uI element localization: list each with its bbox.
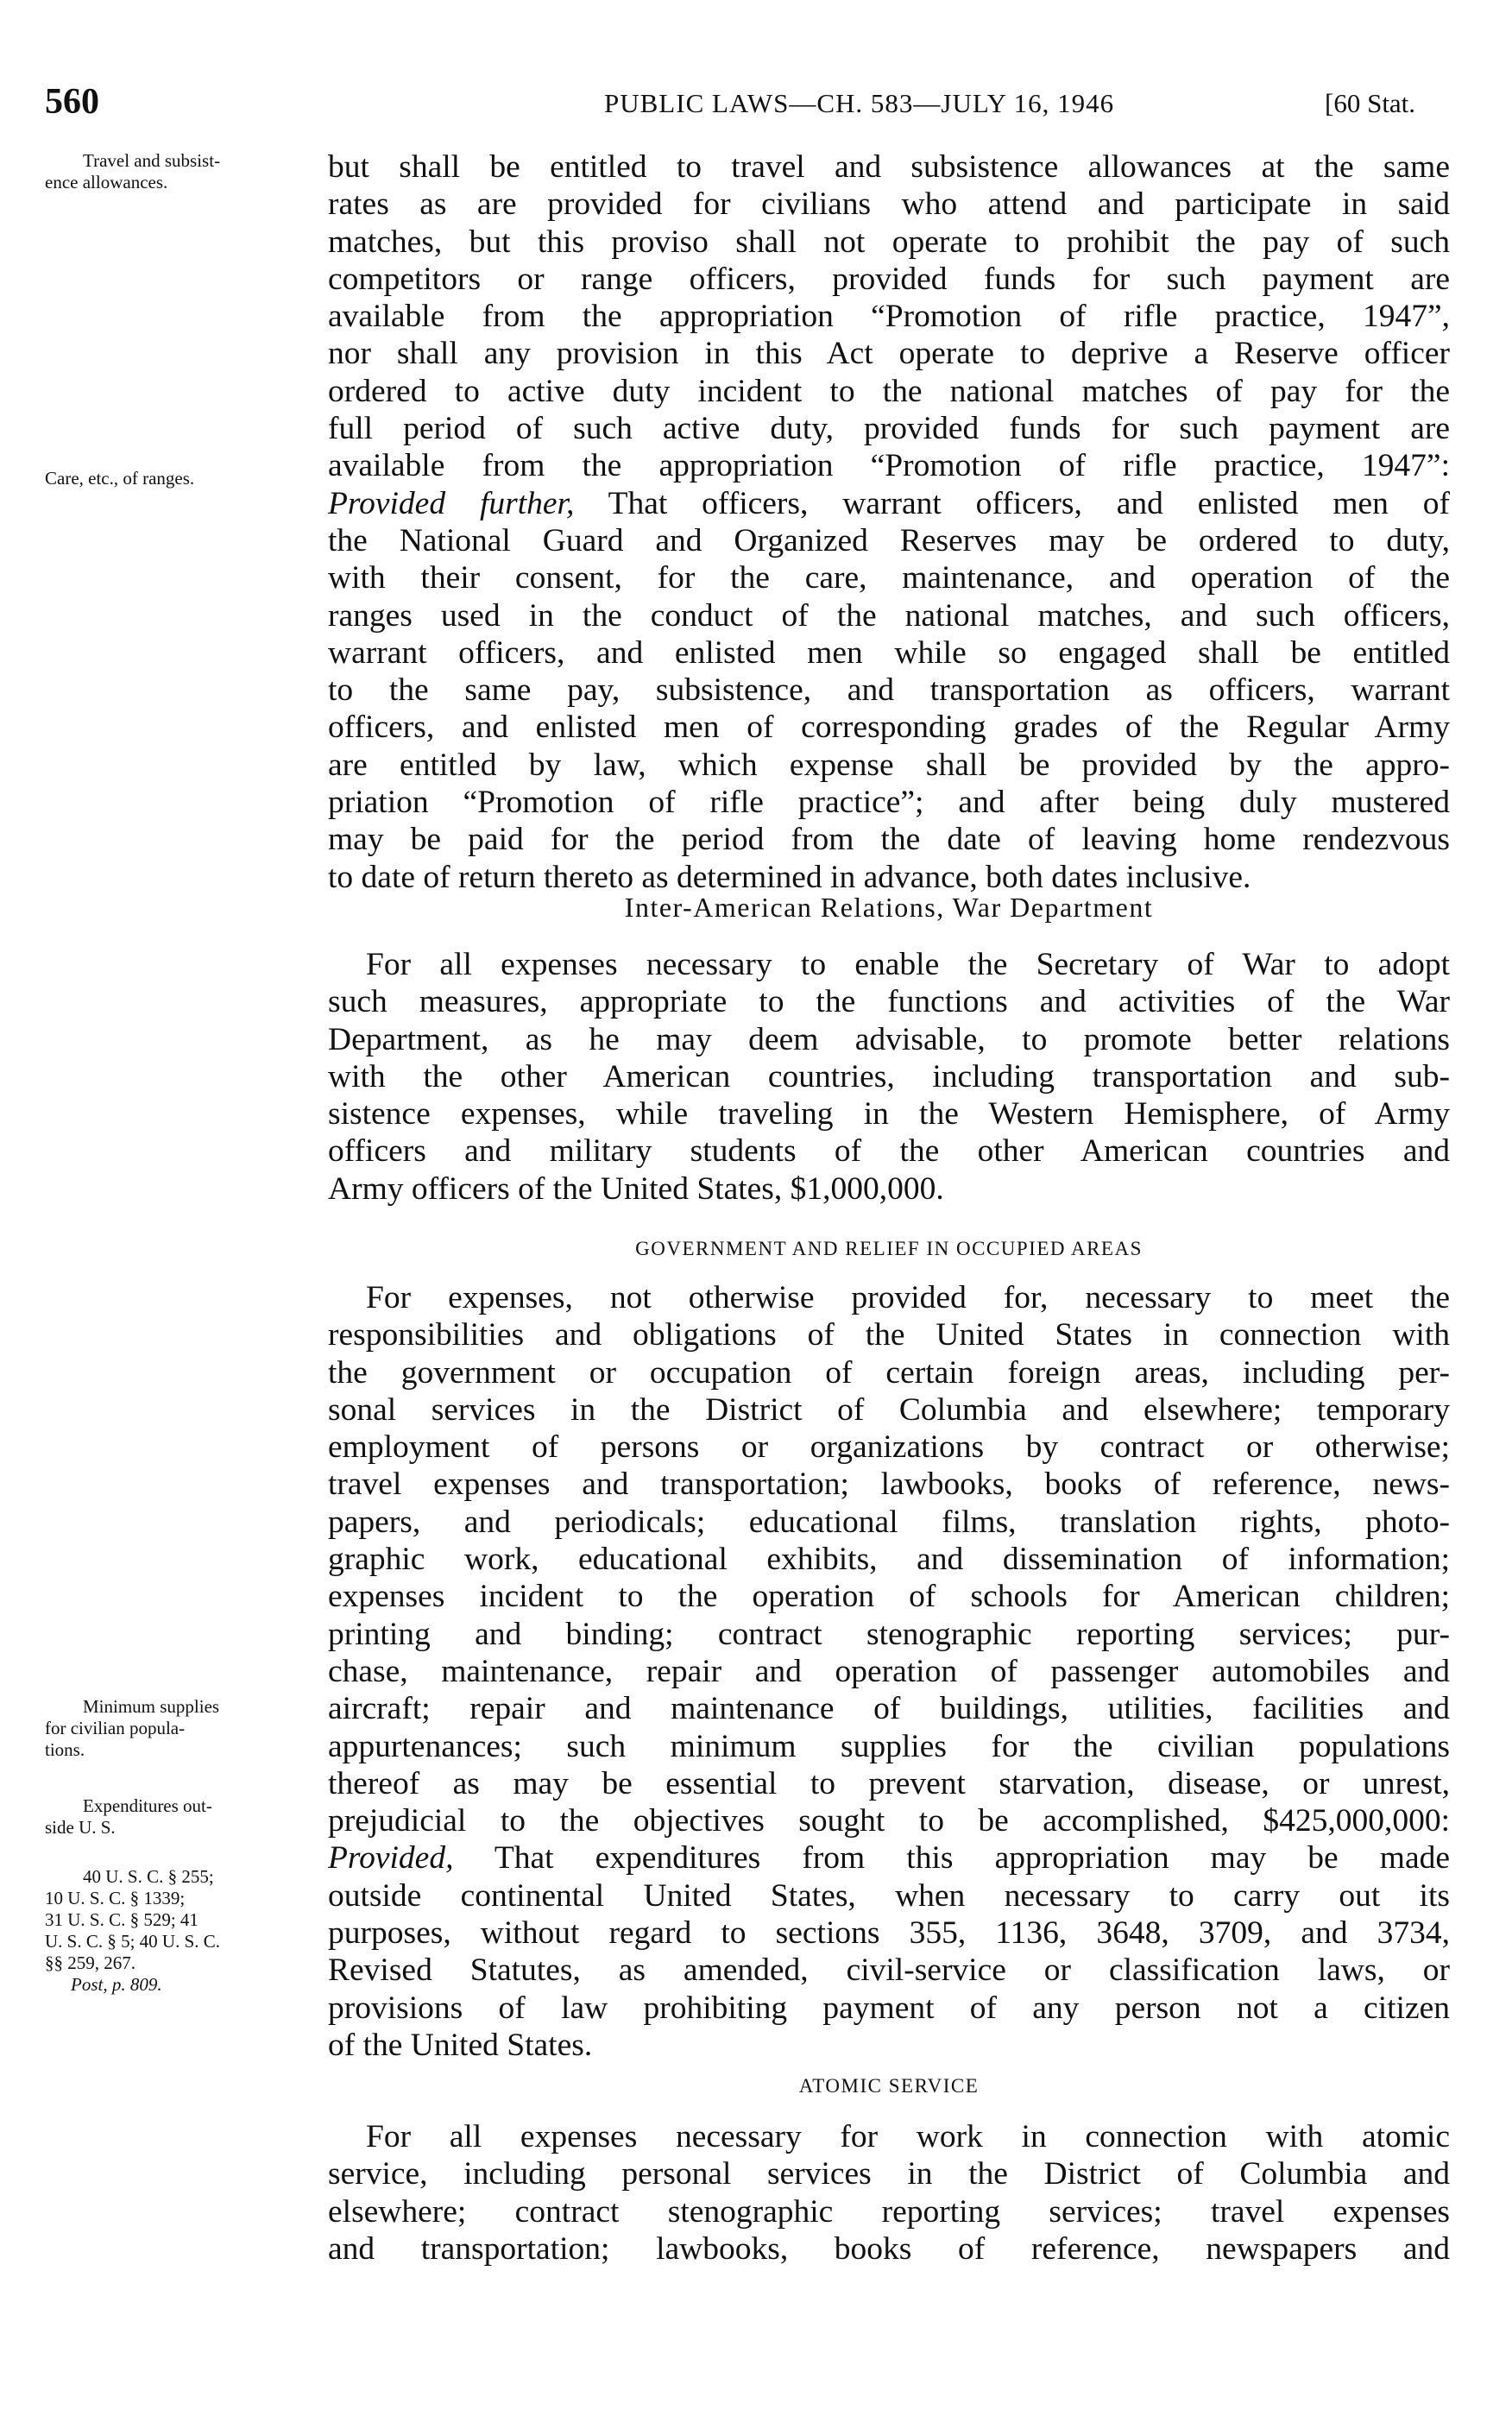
section-heading-occupied-areas: GOVERNMENT AND RELIEF IN OCCUPIED AREAS	[635, 1238, 1143, 1259]
running-head	[0, 81, 1512, 123]
proviso-further: Provided further,	[328, 485, 575, 521]
section-inter-american-body: For all expenses necessary to enable the Secretary of War to adopt such measures, appropriate to the functions and activities of the War Department, as he may deem advisable, to promote better relations with the other American countries, including transportation and sub- sistence expenses, while traveling in the Western Hemisphere, of Army officers and military students of the other American countries and Army officers of the United States, $1,000,000.	[328, 947, 1450, 1207]
margin-note-citations: 40 U. S. C. § 255; 10 U. S. C. § 1339; 31 U. S. C. § 529; 41 U. S. C. § 5; 40 U. S. C. §§ 259, 267. Post, p. 809.	[45, 1866, 312, 1996]
section-atomic-service-body: For all expenses necessary for work in connection with atomic service, including personal services in the District of Columbia and elsewhere; contract stenographic reporting services; travel expenses and transportation; lawbooks, books of reference, newspapers and	[328, 2119, 1450, 2267]
post-reference: Post, p. 809.	[71, 1974, 162, 1995]
page-number: 560	[45, 82, 99, 122]
section-heading-atomic-service: ATOMIC SERVICE	[798, 2075, 980, 2097]
running-head-title: PUBLIC LAWS—CH. 583—JULY 16, 1946	[604, 88, 1115, 118]
margin-note-minimum-supplies: Minimum supplies for civilian popula- tions.	[45, 1696, 220, 1760]
margin-note-expenditures: Expenditures out- side U. S.	[45, 1795, 212, 1838]
margin-note-care: Care, etc., of ranges.	[45, 468, 195, 489]
proviso: Provided,	[328, 1840, 454, 1877]
section-heading-inter-american: Inter-American Relations, War Department	[624, 892, 1154, 923]
continued-paragraph: but shall be entitled to travel and subsistence allowances at the same rates as are provided for civilians who attend and participate in said matches, but this proviso shall not operate to prohibit the pay of such competitors or range officers, provided funds for such payment are available from the appropriation “Promotion of rifle practice, 1947”, nor shall any provision in this Act operate to deprive a Reserve officer ordered to active duty incident to the national matches of pay for the full period of such active duty, provided funds for such payment are available from the appropriation “Promotion of rifle practice, 1947”: Provided further, That officers, warrant officers, and enlisted men of the National Guard and Organized Reserves may be ordered to duty, with their consent, for the care, maintenance, and operation of the ranges used in the conduct of the national matches, and such officers, warrant officers, and enlisted men while so engaged shall be entitled to the same pay, subsistence, and transportation as officers, warrant officers, and enlisted men of corresponding grades of the Regular Army are entitled by law, which expense shall be provided by the appro- priation “Promotion of rifle practice”; and after being duly mustered may be paid for the period from the date of leaving home rendezvous to date of return thereto as determined in advance, both dates inclusive.	[328, 149, 1451, 895]
margin-note-travel: Travel and subsist- ence allowances.	[45, 150, 221, 192]
section-occupied-areas-body: For expenses, not otherwise provided for, necessary to meet the responsibilities and obligations of the United States in connection with the government or occupation of certain foreign areas, including per- sonal services in the District of Columbia and elsewhere; temporary employment of persons or organizations by contract or otherwise; travel expenses and transportation; lawbooks, books of reference, news- papers, and periodicals; educational films, translation rights, photo- graphic work, educational exhibits, and dissemination of information; expenses incident to the operation of schools for American children; printing and binding; contract stenographic reporting services; pur- chase, maintenance, repair and operation of passenger automobiles and aircraft; repair and maintenance of buildings, utilities, facilities and appurtenances; such minimum supplies for the civilian populations thereof as may be essential to prevent starvation, disease, or unrest, prejudicial to the objectives sought to be accomplished, $425,000,000: Provided, That expenditures from this appropriation may be made outside continental United States, when necessary to carry out its purposes, without regard to sections 355, 1136, 3648, 3709, and 3734, Revised Statutes, as amended, civil-service or classification laws, or provisions of law prohibiting payment of any person not a citizen of the United States.	[328, 1280, 1450, 2063]
statute-volume: [60 Stat.	[1325, 88, 1416, 118]
